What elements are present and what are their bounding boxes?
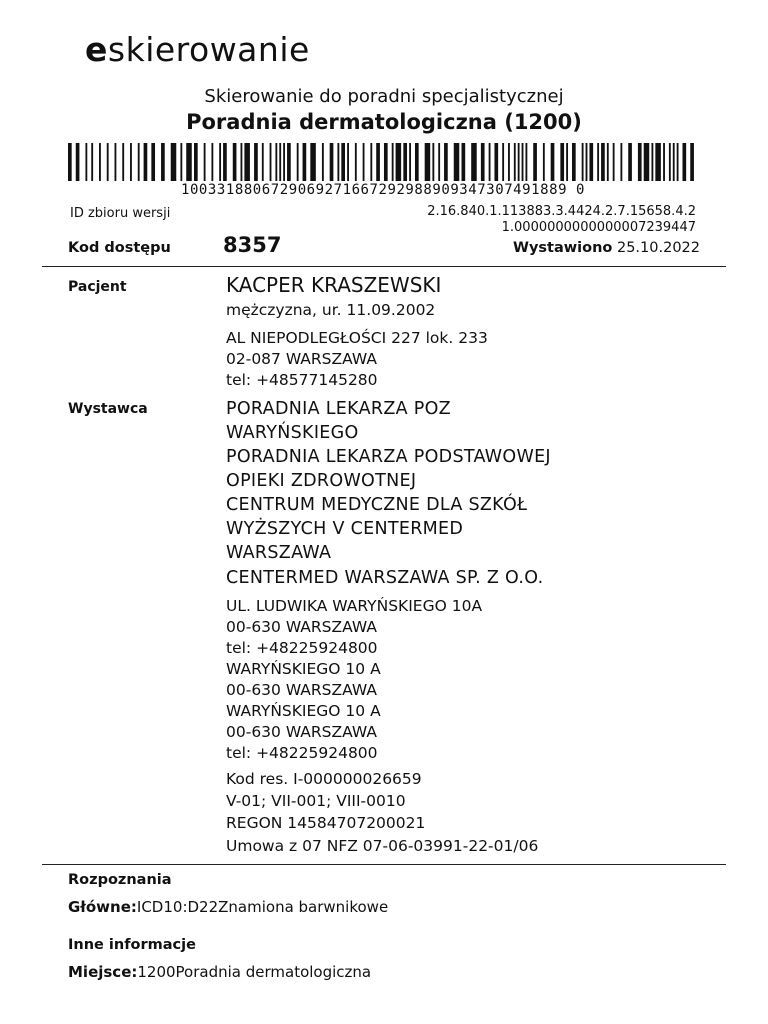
issuer-address-line: WARYŃSKIEGO 10 A <box>226 702 381 720</box>
barcode-bar <box>628 143 632 181</box>
issuer-registry-code: Kod res. I-000000026659 <box>226 770 422 788</box>
barcode-bar <box>586 143 588 181</box>
barcode-bar <box>655 143 661 181</box>
barcode-bar <box>663 143 665 181</box>
place-info <box>68 963 371 981</box>
barcode-bar <box>347 143 349 181</box>
barcode-bar <box>275 143 277 181</box>
barcode-bar <box>194 143 198 181</box>
issuer-org-line: PORADNIA LEKARZA POZ <box>226 399 451 419</box>
barcode-bar <box>607 143 609 181</box>
issuer-address-line: UL. LUDWIKA WARYŃSKIEGO 10A <box>226 597 483 615</box>
barcode-bar <box>551 143 555 181</box>
diagnosis-main-label: Główne: <box>68 898 137 916</box>
barcode-bar <box>223 143 227 181</box>
barcode-bar <box>355 143 357 181</box>
barcode-bar <box>370 143 372 181</box>
barcode-bar <box>297 143 299 181</box>
barcode-bar <box>151 143 155 181</box>
barcode-bar <box>233 143 237 181</box>
barcode-bar <box>144 143 148 181</box>
barcode-bar <box>204 143 206 181</box>
issuer-contract: Umowa z 07 NFZ 07-06-03991-22-01/06 <box>226 837 539 855</box>
barcode-bar <box>444 143 448 181</box>
barcode-bar <box>115 143 117 181</box>
document-subtitle: Skierowanie do poradni specjalistycznej <box>204 86 564 107</box>
barcode-bar <box>384 143 388 181</box>
barcode-bar <box>180 143 182 181</box>
barcode-bar <box>601 143 605 181</box>
issuer-org-line: OPIEKI ZDROWOTNEJ <box>226 471 417 491</box>
barcode-bar <box>525 143 527 181</box>
barcode-bar <box>283 143 285 181</box>
barcode-bar <box>651 143 653 181</box>
barcode-bar <box>533 143 537 181</box>
issuer-org-line: PORADNIA LEKARZA PODSTAWOWEJ <box>226 447 551 467</box>
issuer-address-line: 00-630 WARSZAWA <box>226 681 377 699</box>
barcode-bar <box>669 143 671 181</box>
barcode-bar <box>690 143 694 181</box>
barcode-bar <box>543 143 545 181</box>
barcode-bar <box>673 143 675 181</box>
barcode-bar <box>211 143 213 181</box>
barcode-bar <box>620 143 622 181</box>
issuer-org-line: WYŻSZYCH V CENTERMED <box>226 519 464 539</box>
barcode-bar <box>481 143 485 181</box>
barcode-bar <box>432 143 434 181</box>
issuer-org-line: WARYŃSKIEGO <box>226 423 359 443</box>
issuer-registry-parts: V-01; VII-001; VIII-0010 <box>226 792 406 810</box>
patient-address-line1: AL NIEPODLEGŁOŚCI 227 lok. 233 <box>226 329 488 347</box>
barcode-bar <box>161 143 165 181</box>
barcode-bar <box>254 143 258 181</box>
issuer-phone: tel: +48225924800 <box>226 639 378 657</box>
issuer-address-line: 00-630 WARSZAWA <box>226 723 377 741</box>
barcode-bar <box>514 143 516 181</box>
barcode-bar <box>409 143 411 181</box>
barcode-bar <box>130 143 132 181</box>
barcode-bar <box>502 143 504 181</box>
barcode-bar <box>107 143 109 181</box>
patient-name: KACPER KRASZEWSKI <box>226 273 442 297</box>
barcode-bar <box>76 143 80 181</box>
barcode-bar <box>582 143 584 181</box>
barcode-bar <box>262 143 264 181</box>
barcode-bar <box>68 143 72 181</box>
issuer-org-line: WARSZAWA <box>226 543 332 563</box>
barcode-bar <box>518 143 520 181</box>
barcode-bar <box>270 143 272 181</box>
barcode-bar <box>138 143 140 181</box>
barcode-bar <box>494 143 498 181</box>
barcode-bar <box>122 143 124 181</box>
barcode-bar <box>597 143 599 181</box>
issued-date: 25.10.2022 <box>616 240 700 256</box>
issued-label: Wystawiono <box>512 240 613 256</box>
barcode-bar <box>396 143 402 181</box>
logo-e-mark: e <box>85 30 108 69</box>
patient-label: Pacjent <box>68 279 127 295</box>
barcode-bar <box>363 143 365 181</box>
barcode-bar <box>85 143 87 181</box>
issuer-org-line: CENTRUM MEDYCZNE DLA SZKÓŁ <box>226 495 528 515</box>
other-info-heading: Inne informacje <box>68 937 196 953</box>
barcode-bar <box>310 143 316 181</box>
barcode-bar <box>613 143 615 181</box>
barcode-number: 1003318806729069271667292988909347307491889 0 <box>180 182 586 198</box>
barcode-bar <box>376 143 380 181</box>
barcode-bar <box>279 143 281 181</box>
barcode-bar <box>462 143 466 181</box>
version-id-value-line1: 2.16.840.1.113883.3.4424.2.7.15658.4.2 <box>427 204 696 219</box>
barcode-bar <box>287 143 291 181</box>
barcode-bar <box>415 143 419 181</box>
barcode-bar <box>392 143 394 181</box>
barcode-bar <box>489 143 491 181</box>
barcode-bar <box>677 143 679 181</box>
place-value: 1200Poradnia dermatologiczna <box>137 963 372 981</box>
barcode-bar <box>522 143 524 181</box>
barcode-bar <box>303 143 307 181</box>
diagnosis-main <box>68 898 388 916</box>
issuer-address-line: 00-630 WARSZAWA <box>226 618 377 636</box>
barcode-bar <box>560 143 564 181</box>
barcode-bar <box>171 143 177 181</box>
barcode-bar <box>566 143 568 181</box>
diagnosis-main-value: ICD10:D22Znamiona barwnikowe <box>136 898 389 916</box>
barcode-bar <box>644 143 650 181</box>
issuer-org-line: CENTERMED WARSZAWA SP. Z O.O. <box>226 568 544 588</box>
barcode-bar <box>425 143 431 181</box>
barcode-bar <box>241 143 243 181</box>
access-code-label: Kod dostępu <box>68 240 171 256</box>
patient-address-line2: 02-087 WARSZAWA <box>226 350 377 368</box>
barcode-bar <box>99 143 101 181</box>
patient-phone: tel: +48577145280 <box>226 371 378 389</box>
barcode-bar <box>91 143 93 181</box>
patient-details: mężczyzna, ur. 11.09.2002 <box>226 301 436 319</box>
barcode-bar <box>322 143 324 181</box>
barcode-bar <box>186 143 192 181</box>
barcode-bar <box>438 143 440 181</box>
barcode-bar <box>330 143 334 181</box>
issuer-address-line: WARYŃSKIEGO 10 A <box>226 660 381 678</box>
barcode-bar <box>682 143 686 181</box>
barcode-bar <box>454 143 460 181</box>
barcode-bar <box>403 143 407 181</box>
barcode-bar <box>244 143 250 181</box>
barcode-bar <box>572 143 576 181</box>
place-label: Miejsce: <box>68 963 138 981</box>
barcode-bar <box>219 143 221 181</box>
logo-text: skierowanie <box>107 30 310 69</box>
access-code: 8357 <box>223 233 282 257</box>
version-id-label: ID zbioru wersji <box>70 206 171 221</box>
divider-bottom <box>42 864 726 865</box>
issuer-label: Wystawca <box>68 401 148 417</box>
barcode-bar <box>508 143 510 181</box>
issued-date-block <box>513 240 700 256</box>
diagnosis-heading: Rozpoznania <box>68 872 172 888</box>
barcode-bar <box>638 143 642 181</box>
issuer-phone: tel: +48225924800 <box>226 744 378 762</box>
divider-top <box>42 266 726 267</box>
barcode-image <box>68 143 698 181</box>
version-id-value-line2: 1.0000000000000007239447 <box>501 220 696 235</box>
document-title: Poradnia dermatologiczna (1200) <box>186 110 582 134</box>
barcode-bar <box>337 143 339 181</box>
eskierowanie-logo <box>85 30 310 69</box>
barcode-bar <box>589 143 593 181</box>
issuer-regon: REGON 14584707200021 <box>226 814 426 832</box>
barcode-bar <box>471 143 477 181</box>
barcode-bar <box>341 143 345 181</box>
